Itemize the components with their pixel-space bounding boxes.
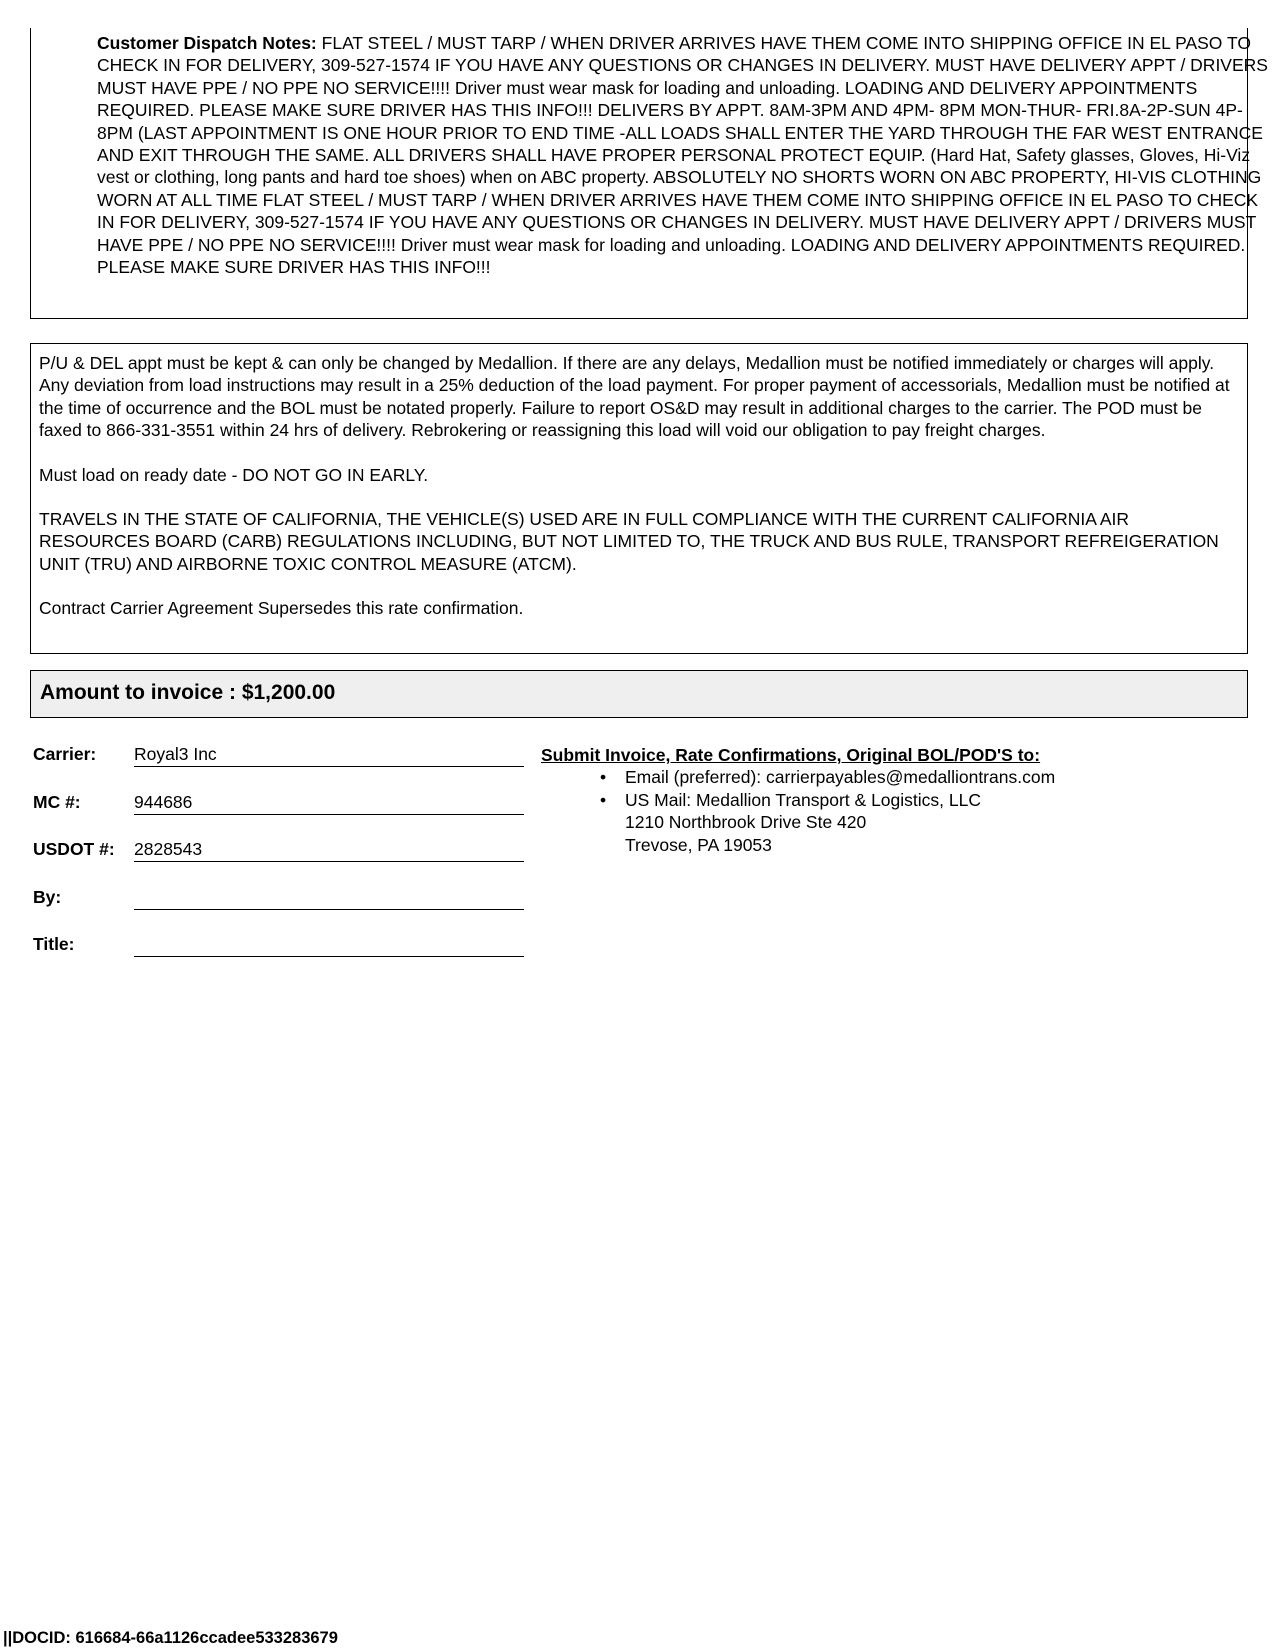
carrier-row bbox=[33, 740, 533, 788]
carrier-value: Royal3 Inc bbox=[134, 744, 524, 767]
bullet-icon: • bbox=[600, 789, 607, 810]
submit-invoice-list bbox=[541, 766, 1241, 811]
by-label: By: bbox=[33, 886, 62, 907]
submit-invoice-title: Submit Invoice, Rate Confirmations, Original BOL/POD'S to: bbox=[541, 745, 1041, 765]
by-row bbox=[33, 883, 533, 931]
terms-paragraph-ready-date: Must load on ready date - DO NOT GO IN EARLY. bbox=[39, 464, 429, 485]
dispatch-notes-text: FLAT STEEL / MUST TARP / WHEN DRIVER ARRIVES HAVE THEM COME INTO SHIPPING OFFICE IN EL PASO TO CHECK IN FOR DELIVERY, 309-527-1574 IF YOU HAVE ANY QUESTIONS OR CHANGES IN DELIVERY. MUST HAVE DELIVERY APPT / DRIVERS MUST HAVE PPE / NO PPE NO SERVICE!!!! Driver must wear mask for loading and unloading. LOADING AND DELIVERY APPOINTMENTS REQUIRED. PLEASE MAKE SURE DRIVER HAS THIS INFO!!! DELIVERS BY APPT. 8AM-3PM AND 4PM- 8PM MON-THUR- FRI.8A-2P-SUN 4P-8PM (LAST APPOINTMENT IS ONE HOUR PRIOR TO END TIME -ALL LOADS SHALL ENTER THE YARD THROUGH THE FAR WEST ENTRANCE AND EXIT THROUGH THE SAME. ALL DRIVERS SHALL HAVE PROPER PERSONAL PROTECT EQUIP. (Hard Hat, Safety glasses, Gloves, Hi-Viz vest or clothing, long pants and hard toe shoes) when on ABC property. ABSOLUTELY NO SHORTS WORN ON ABC PROPERTY, HI-VIS CLOTHING WORN AT ALL TIME FLAT STEEL / MUST TARP / WHEN DRIVER ARRIVES HAVE THEM COME INTO SHIPPING OFFICE IN EL PASO TO CHECK IN FOR DELIVERY, 309-527-1574 IF YOU HAVE ANY QUESTIONS OR CHANGES IN DELIVERY. MUST HAVE DELIVERY APPT / DRIVERS MUST HAVE PPE / NO PPE NO SERVICE!!!! Driver must wear mask for loading and unloading. LOADING AND DELIVERY APPOINTMENTS REQUIRED. PLEASE MAKE SURE DRIVER HAS THIS INFO!!! bbox=[97, 33, 1268, 278]
carrier-signature-block bbox=[33, 740, 533, 978]
usdot-row bbox=[33, 835, 533, 883]
title-row bbox=[33, 930, 533, 978]
terms-box bbox=[30, 343, 1248, 654]
address-line-2: Trevose, PA 19053 bbox=[625, 834, 772, 855]
submit-invoice-block bbox=[541, 744, 1241, 856]
by-signature-line[interactable] bbox=[134, 887, 524, 910]
terms-paragraph-appointments: P/U & DEL appt must be kept & can only be changed by Medallion. If there are any delays, Medallion must be notified immediately or charges will apply. Any deviation from load instructions may result in a 25% deduction of the load payment. For proper payment of accessorials, Medallion must be notified at the time of occurrence and the BOL must be notated properly. Failure to report OS&D may result in additional charges to the carrier. The POD must be faxed to 866-331-3551 within 24 hrs of delivery. Rebrokering or reassigning this load will void our obligation to pay freight charges. bbox=[39, 353, 1230, 441]
terms-paragraph-california: TRAVELS IN THE STATE OF CALIFORNIA, THE VEHICLE(S) USED ARE IN FULL COMPLIANCE WITH THE CURRENT CALIFORNIA AIR RESOURCES BOARD (CARB) REGULATIONS INCLUDING, BUT NOT LIMITED TO, THE TRUCK AND BUS RULE, TRANSPORT REFREIGERATION UNIT (TRU) AND AIRBORNE TOXIC CONTROL MEASURE (ATCM). bbox=[39, 509, 1219, 574]
dispatch-notes-label: Customer Dispatch Notes: bbox=[97, 33, 317, 53]
dispatch-notes bbox=[97, 32, 1275, 278]
email-line: Email (preferred): carrierpayables@medalliontrans.com bbox=[625, 767, 1056, 788]
terms-paragraph-contract: Contract Carrier Agreement Supersedes this rate confirmation. bbox=[39, 598, 524, 619]
bullet-icon: • bbox=[600, 767, 607, 788]
list-item bbox=[600, 789, 1241, 811]
title-label: Title: bbox=[33, 934, 75, 954]
document-id: ||DOCID: 616684-66a1126ccadee533283679 bbox=[3, 1629, 338, 1647]
mc-label: MC #: bbox=[33, 791, 81, 812]
address-line-1: 1210 Northbrook Drive Ste 420 bbox=[625, 812, 867, 833]
dispatch-notes-box bbox=[30, 28, 1268, 319]
mail-line: US Mail: Medallion Transport & Logistics, LLC bbox=[625, 789, 981, 810]
mc-value: 944686 bbox=[134, 792, 524, 815]
mc-row bbox=[33, 788, 533, 836]
usdot-label: USDOT #: bbox=[33, 839, 115, 859]
list-item bbox=[600, 766, 1241, 788]
amount-to-invoice: Amount to invoice : $1,200.00 bbox=[30, 670, 1248, 718]
title-signature-line[interactable] bbox=[134, 934, 524, 957]
carrier-label: Carrier: bbox=[33, 744, 97, 764]
usdot-value: 2828543 bbox=[134, 839, 524, 862]
